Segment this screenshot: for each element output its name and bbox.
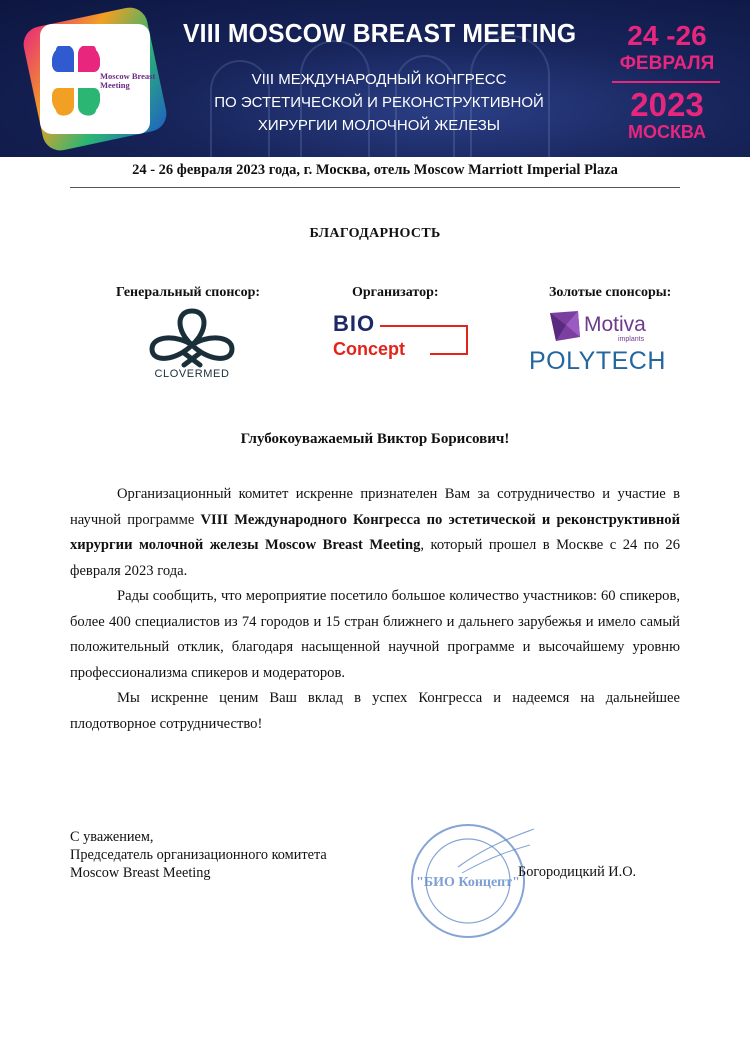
stamp-text: "БИО Концепт" — [416, 875, 520, 890]
date-divider — [612, 81, 720, 83]
banner-subtitle-line: VIII МЕЖДУНАРОДНЫЙ КОНГРЕСС — [251, 71, 507, 88]
banner-date-month: ФЕВРАЛЯ — [619, 53, 715, 74]
p1-end: , который прошел в Москве с 24 по 26 февраля 2023 года. — [70, 537, 680, 579]
motiva-logo-text: Motiva — [584, 313, 646, 336]
letter-paragraph-2: Рады сообщить, что мероприятие посетило большое количество участников: 60 спикеров, более 400 специалистов из 74 городов и 15 стран ближнего и дальнего зарубежья и имело самый положительный отклик, благодаря насыщенной научной программе и высочайшему уровню профессионализма спикеров и модераторов. — [70, 588, 680, 681]
heart-petals-icon — [52, 46, 100, 120]
signature-closing: С уважением, — [70, 829, 154, 845]
bioconcept-logo-line1: BIO — [333, 311, 376, 336]
signature-position: Председатель организационного комитета — [70, 847, 327, 863]
motiva-leaf-icon — [548, 309, 582, 343]
banner-title: VIII MOSCOW BREAST MEETING — [183, 18, 577, 48]
letter-paragraph-1 — [70, 482, 680, 584]
motiva-logo-subtext: implants — [618, 336, 645, 343]
gold-sponsors-label: Золотые спонсоры: — [549, 285, 672, 300]
banner-date-days: 24 -26 — [627, 20, 707, 51]
signer-name: Богородицкий И.О. — [518, 864, 637, 880]
p1-start: Организационный комитет искренне признателен Вам за сотрудничество и участие в научной программе — [70, 486, 680, 528]
header-divider — [70, 187, 680, 188]
general-sponsor-label: Генеральный спонсор: — [116, 285, 261, 300]
event-banner — [0, 0, 750, 157]
congress-logo — [26, 10, 164, 148]
letter-greeting: Глубокоуважаемый Виктор Борисович! — [240, 431, 510, 447]
banner-subtitle-line: ПО ЭСТЕТИЧЕСКОЙ И РЕКОНСТРУКТИВНОЙ — [214, 94, 544, 111]
banner-date-city: МОСКВА — [627, 122, 707, 142]
banner-subtitle-line: ХИРУРГИИ МОЛОЧНОЙ ЖЕЛЕЗЫ — [257, 117, 501, 134]
organizer-label: Организатор: — [352, 285, 439, 300]
polytech-logo-text: POLYTECH — [529, 347, 666, 375]
organization-stamp — [398, 815, 538, 945]
venue-line: 24 - 26 февраля 2023 года, г. Москва, отель Moscow Marriott Imperial Plaza — [132, 162, 618, 178]
signature-block — [70, 828, 327, 882]
letter-paragraph-3: Мы искренне ценим Ваш вклад в успех Конгресса и надеемся на дальнейшее плодотворное сотрудничество! — [70, 690, 680, 732]
clovermed-logo-text: CLOVERMED — [154, 368, 230, 380]
logo-caption: Moscow Breast Meeting — [100, 71, 156, 90]
bioconcept-logo-line2: Concept — [333, 339, 405, 359]
signature-event: Moscow Breast Meeting — [70, 865, 211, 881]
document-title: БЛАГОДАРНОСТЬ — [309, 226, 441, 241]
banner-date-year: 2023 — [630, 86, 704, 123]
banner-subtitle — [190, 68, 568, 137]
p1-congress-name: VIII Международного Конгресса по эстетической и реконструктивной хирургии молочной железы Moscow Breast Meeting — [70, 511, 680, 553]
